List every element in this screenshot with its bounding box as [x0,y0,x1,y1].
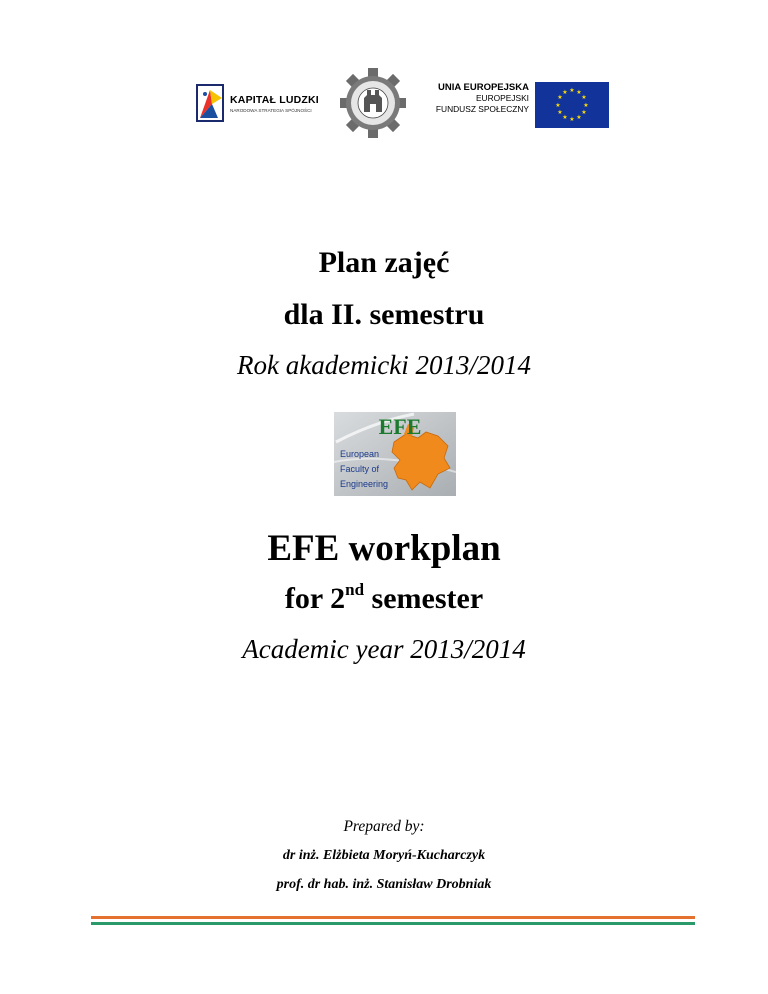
author-2: prof. dr hab. inż. Stanisław Drobniak [276,877,492,892]
svg-text:★: ★ [576,89,582,96]
svg-text:★: ★ [581,94,587,101]
university-seal-logo [340,68,406,138]
kapital-ludzki-subtitle: NARODOWA STRATEGIA SPÓJNOŚCI [230,108,312,113]
english-subtitle-prefix: for 2 [284,582,346,615]
unia-line2: EUROPEJSKI [475,93,529,103]
svg-text:★: ★ [581,109,587,116]
svg-text:★: ★ [557,109,563,116]
prepared-by-label: Prepared by: [343,818,425,835]
eu-flag-icon [535,82,609,128]
efe-acronym: EFE [378,414,422,439]
eu-stars [535,82,609,128]
unia-europejska-text [429,82,529,128]
gear-seal-icon [340,68,406,138]
polish-title: Plan zajęć [318,246,450,279]
unia-line3: FUNDUSZ SPOŁECZNY [435,104,529,114]
kapital-ludzki-name: KAPITAŁ LUDZKI [230,94,319,106]
efe-logo [334,412,456,496]
english-title: EFE workplan [267,528,501,569]
svg-text:★: ★ [555,102,561,109]
kapital-ludzki-icon [196,84,226,124]
unia-line1: UNIA EUROPEJSKA [438,82,529,93]
english-subtitle [0,582,768,616]
polish-academic-year: Rok akademicki 2013/2014 [237,350,531,380]
efe-line1: European [340,449,380,459]
efe-logo-graphic [334,412,456,496]
svg-text:★: ★ [569,87,575,94]
efe-line3: Engineering [340,479,389,489]
svg-text:★: ★ [583,102,589,109]
svg-text:★: ★ [562,114,568,121]
svg-text:★: ★ [562,89,568,96]
polish-subtitle: dla II. semestru [283,298,485,331]
logo-row [0,68,768,138]
author-1: dr inż. Elżbieta Moryń-Kucharczyk [282,848,486,863]
svg-text:★: ★ [569,116,575,123]
svg-text:★: ★ [557,94,563,101]
english-subtitle-ordinal: nd [345,580,365,599]
kapital-ludzki-logo [196,82,324,124]
english-subtitle-suffix: semester [364,582,484,615]
english-academic-year: Academic year 2013/2014 [242,634,526,664]
footer-rule-green [91,922,695,925]
svg-text:★: ★ [576,114,582,121]
efe-line2: Faculty of [340,464,380,474]
footer-rule-orange [91,916,695,919]
